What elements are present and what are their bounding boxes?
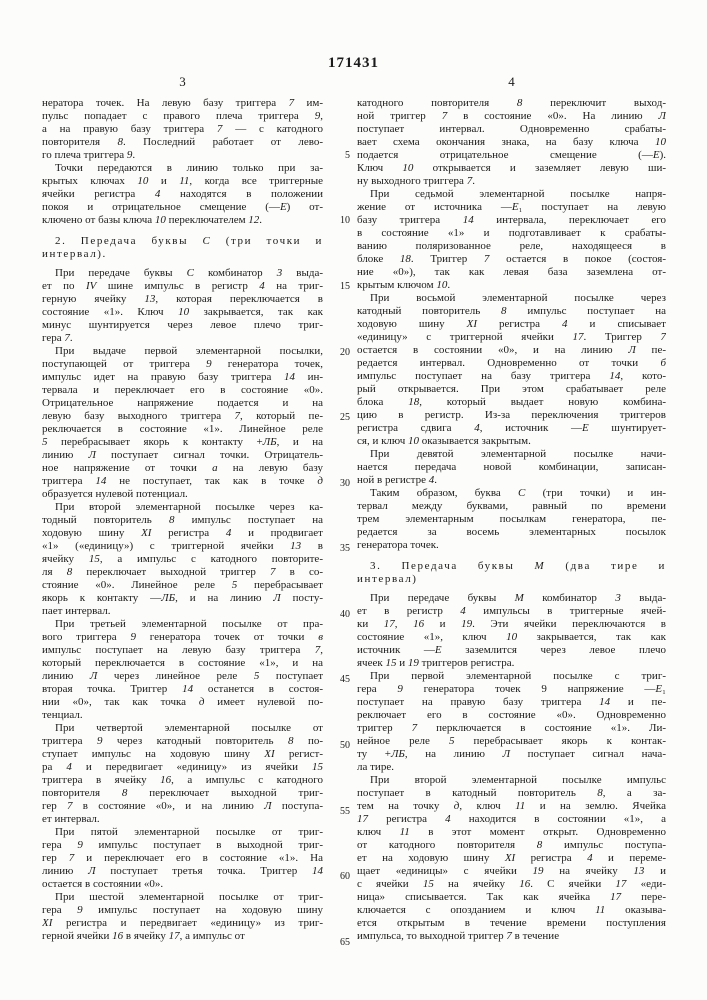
patent-number: 171431 [328,55,379,71]
text-line: При выдаче первой элементарной посылки, [55,345,323,357]
text-line: остается в состоянии «0», и на линию Л пе- [357,344,666,356]
text-line: 5 перебрасывает якорь к контакту +ЛБ, и на [42,436,323,448]
text-line: триггера в ячейку 16, а импульс с катодного [42,774,323,786]
text-line: левую базу выходного триггера 7, который пе- [42,410,323,422]
text-line: тервала и переключает его в состояние «0». [42,384,323,396]
text-line: пульс попадает с правого плеча триггера 9, [42,110,323,122]
heading-line: интервал) [357,573,418,585]
text-line: от катодного повторителя 8 импульс поступа- [357,839,666,851]
text-line: импульс поступает на левую базу триггера 7, [42,644,323,656]
text-line: ница» списывается. Так как ячейка 17 пере- [357,891,666,903]
paragraph [357,592,666,670]
heading-line: интервал). [42,248,107,260]
text-line: крытых ключах 10 и 11, когда все триггерные [42,175,323,187]
text-line: реключает его в состояние «0». Одновременно [357,709,666,721]
text-line: триггера 9 через катодный повторитель 8 по- [42,735,323,747]
text-line: состояние «1», ключ 10 закрывается, так как [357,631,666,643]
text-line: При седьмой элементарной посылке напря- [370,188,666,200]
text-line: Ключ 10 открывается и заземляет левую ши- [357,162,666,174]
text-line: «единицу» с триггерной ячейки 17. Триггер 7 [357,331,666,343]
line-number: 20 [340,347,350,358]
text-line: герную ячейку 13, которая переключается в [42,293,323,305]
text-line: ет в регистр 4 импульсы в триггерные ячей- [357,605,666,617]
text-line: нии «0», так как точка д имеет нулевой по- [42,696,323,708]
text-line: ние «0»), так как левая база заземлена от- [357,266,666,278]
line-number: 50 [340,740,350,751]
text-line: ля 8 переключает выходной триггер 7 в со- [42,566,323,578]
text-line: ступает импульс на ходовую шину XI регист- [42,748,323,760]
text-line: ет по IV шине импульс в регистр 4 на триг- [42,280,323,292]
line-number: 45 [340,674,350,685]
text-line: ходовую шину XI регистра 4 и списывает [357,318,666,330]
text-line: тодный повторитель 8 импульс поступает на [42,514,323,526]
text-line: ной в регистре 4. [357,474,437,486]
paragraph [42,501,323,618]
text-line: вого триггера 9 генератора точек от точки в [42,631,323,643]
heading-line: 3. Передача буквы M (два тире и [370,560,666,572]
paragraph [42,97,323,162]
text-line: ся, и ключ 10 оказывается закрытым. [357,435,531,447]
text-line: При передаче буквы M комбинатор 3 выда- [370,592,666,604]
text-line: линию Л через линейное реле 5 поступает [42,670,323,682]
text-line: генератора точек. [357,539,439,551]
text-line: поступающей от триггера 9 генератора точек, [42,358,323,370]
text-line: ной триггер 7 в состояние «0». На линию Л [357,110,666,122]
section-heading [42,235,323,261]
line-number: 65 [340,937,350,948]
text-line: который переключается в состояние «1», и на [42,657,323,669]
line-number: 5 [345,150,350,161]
section-heading [357,560,666,586]
text-line: с ячейки 15 на ячейку 16. С ячейки 17 «еди- [357,878,666,890]
text-line: стояние «0». Линейное реле 5 перебрасывает [42,579,323,591]
paragraph [42,618,323,722]
text-line: линию Л поступает третья точка. Триггер 14 [42,865,323,877]
paragraph [42,826,323,891]
paragraph [42,345,323,501]
text-line: ячейки регистра 4 находятся в положении [42,188,323,200]
text-line: катодный повторитель 8 импульс поступает на [357,305,666,317]
text-line: гер 7 в состояние «0», и на линию Л поступа- [42,800,323,812]
text-line: регистра сдвига 4, источник —E шунтирует- [357,422,666,434]
text-line: минус шунтируется через левое плечо триг- [42,319,323,331]
text-line: поступает в катодный повторитель 8, а за- [357,787,666,799]
text-line: вает схема окончания знака, на базу ключа 10 [357,136,666,148]
line-number: 35 [340,543,350,554]
text-line: пает интервал. [42,605,111,617]
line-number: 15 [340,281,350,292]
paragraph [357,487,666,552]
text-line: При третьей элементарной посылке от пра- [55,618,323,630]
paragraph [357,97,666,188]
text-line: ну выходного триггера 7. [357,175,475,187]
text-line: ет интервал. [42,813,100,825]
left-column [42,97,323,943]
text-line: нается передача новой комбинации, записан- [357,461,666,473]
line-number: 30 [340,478,350,489]
text-line: ется открытым в течение времени поступления [357,917,666,929]
text-line: якорь к контакту —ЛБ, и на линию Л посту- [42,592,323,604]
text-line: повторителя 8. Последний работает от лево- [42,136,323,148]
text-line: ванию поляризованное реле, находящееся в [357,240,666,252]
text-line: При восьмой элементарной посылке через [370,292,666,304]
text-line: тенциал. [42,709,83,721]
text-line: гера 9 импульс поступает на ходовую шину [42,904,323,916]
text-line: ки 17, 16 и 19. Эти ячейки переключаются в [357,618,666,630]
text-line: При второй элементарной посылке через ка- [55,501,323,513]
text-line: При первой элементарной посылке с триг- [370,670,666,682]
text-line: ключено от базы ключа 10 переключателем 12. [42,214,263,226]
text-line: поступает на правую базу триггера 14 и пе- [357,696,666,708]
text-line: а на правую базу триггера 7 — с катодного [42,123,323,135]
text-line: подается отрицательное смещение (—E). [357,149,666,161]
line-number: 60 [340,871,350,882]
paragraph [357,670,666,774]
text-line: блока 18, который выдает новую комбина- [357,396,666,408]
text-line: При девятой элементарной посылке начи- [370,448,666,460]
text-line: ходовую шину XI регистра 4 и продвигает [42,527,323,539]
text-line: При передаче буквы C комбинатор 3 выда- [55,267,323,279]
paragraph [42,891,323,943]
text-line: импульс поступает на базу триггера 14, кото- [357,370,666,382]
text-line: жение от источника —E₁ поступает на левую [357,201,666,213]
text-line: покоя и отрицательное смещение (—E) от- [42,201,323,213]
text-line: триггера 14 не поступает, так как в точке д [42,475,323,487]
text-line: ту +ЛБ, на линию Л поступает сигнал нача- [357,748,666,760]
paragraph [357,188,666,292]
text-line: ключ 11 в этот момент открыт. Одновременно [357,826,666,838]
text-line: поступает интервал. Одновременно срабаты- [357,123,666,135]
text-line: линию Л поступает сигнал точки. Отрицатель- [42,449,323,461]
text-line: ячеек 15 и 19 триггеров регистра. [357,657,515,669]
text-line: XI регистра и передвигает «единицу» из триг- [42,917,323,929]
text-line: образуется нулевой потенциал. [42,488,188,500]
paragraph [357,774,666,943]
text-line: реключается в состояние «1». Линейное реле [42,423,323,435]
text-line: базу триггера 14 интервала, переключает его [357,214,666,226]
text-line: Отрицательное напряжение подается и на [42,397,323,409]
text-line: остается в состоянии «0». [42,878,164,890]
text-line: источник —E заземлится через левое плечо [357,644,666,656]
text-line: ет на ходовую шину XI регистра 4 и переме- [357,852,666,864]
text-line: При шестой элементарной посылке от триг- [55,891,323,903]
text-line: блоке 18. Триггер 7 остается в покое (состоя- [357,253,666,265]
text-line: При четвертой элементарной посылке от [55,722,323,734]
right-column [357,97,666,943]
text-line: 17 регистра 4 находится в состоянии «1», а [357,813,666,825]
text-line: редается интервал. Одновременно от точки б [357,357,666,369]
paragraph [42,722,323,826]
text-line: герной ячейки 16 в ячейку 17, а импульс от [42,930,245,942]
text-line: нейное реле 5 перебрасывает якорь к контак- [357,735,666,747]
line-number: 25 [340,412,350,423]
line-number: 55 [340,806,350,817]
text-line: ячейку 15, а импульс с катодного повторите- [42,553,323,565]
paragraph [42,267,323,345]
paragraph [42,162,323,227]
text-line: ключается с опозданием и ключ 11 оказыва- [357,904,666,916]
text-line: гера 9 генератора точек 9 напряжение —E₁ [357,683,666,695]
paragraph [357,292,666,448]
text-line: щает «единицы» с ячейки 19 на ячейку 13 и [357,865,666,877]
text-line: ра 4 и передвигает «единицу» из ячейки 15 [42,761,323,773]
text-line: гера 7. [42,332,73,344]
text-line: цию в регистр. Из-за переключения триггеров [357,409,666,421]
text-line: При второй элементарной посылке импульс [370,774,666,786]
text-line: гер 7 и переключает его в состояние «1». На [42,852,323,864]
text-line: триггер 7 перключается в состояние «1». Ли- [357,722,666,734]
text-line: состояние «1». Ключ 10 закрывается, так как [42,306,323,318]
line-number: 10 [340,215,350,226]
column-number-right: 4 [508,74,515,89]
text-line: нератора точек. На левую базу триггера 7 им- [42,97,323,109]
text-line: импульса, то выходной триггер 7 в течение [357,930,560,942]
text-line: трем элементарным посылкам генератора, пе- [357,513,666,525]
text-line: импульс идет на правую базу триггера 14 ин- [42,371,323,383]
text-line: катодного повторителя 8 переключит выход- [357,97,666,109]
text-line: ное напряжение от точки а на левую базу [42,462,323,474]
heading-line: 2. Передача буквы C (три точки и [55,235,323,247]
text-line: повторителя 8 переключает выходной триг- [42,787,323,799]
column-number-left: 3 [179,74,186,89]
text-line: рый открывается. При этом срабатывает реле [357,383,666,395]
text-line: «1» («единицу») с триггерной ячейки 13 в [42,540,323,552]
text-line: При пятой элементарной посылке от триг- [55,826,323,838]
text-line: ла тире. [357,761,394,773]
text-line: го плеча триггера 9. [42,149,136,161]
text-line: редается за восемь элементарных посылок [357,526,666,538]
line-number: 40 [340,609,350,620]
text-line: Таким образом, буква C (три точки) и ин- [370,487,666,499]
paragraph [357,448,666,487]
text-line: вторая точка. Триггер 14 останется в состоя- [42,683,323,695]
text-line: в состояние «1» и подготавливает к срабаты- [357,227,666,239]
text-line: тем на точку д, ключ 11 и на землю. Ячейка [357,800,666,812]
text-line: тервал между буквами, равный по времени [357,500,666,512]
text-line: Точки передаются в линию только при за- [55,162,323,174]
text-line: крытым ключом 10. [357,279,451,291]
text-line: гера 9 импульс поступает в выходной триг- [42,839,323,851]
